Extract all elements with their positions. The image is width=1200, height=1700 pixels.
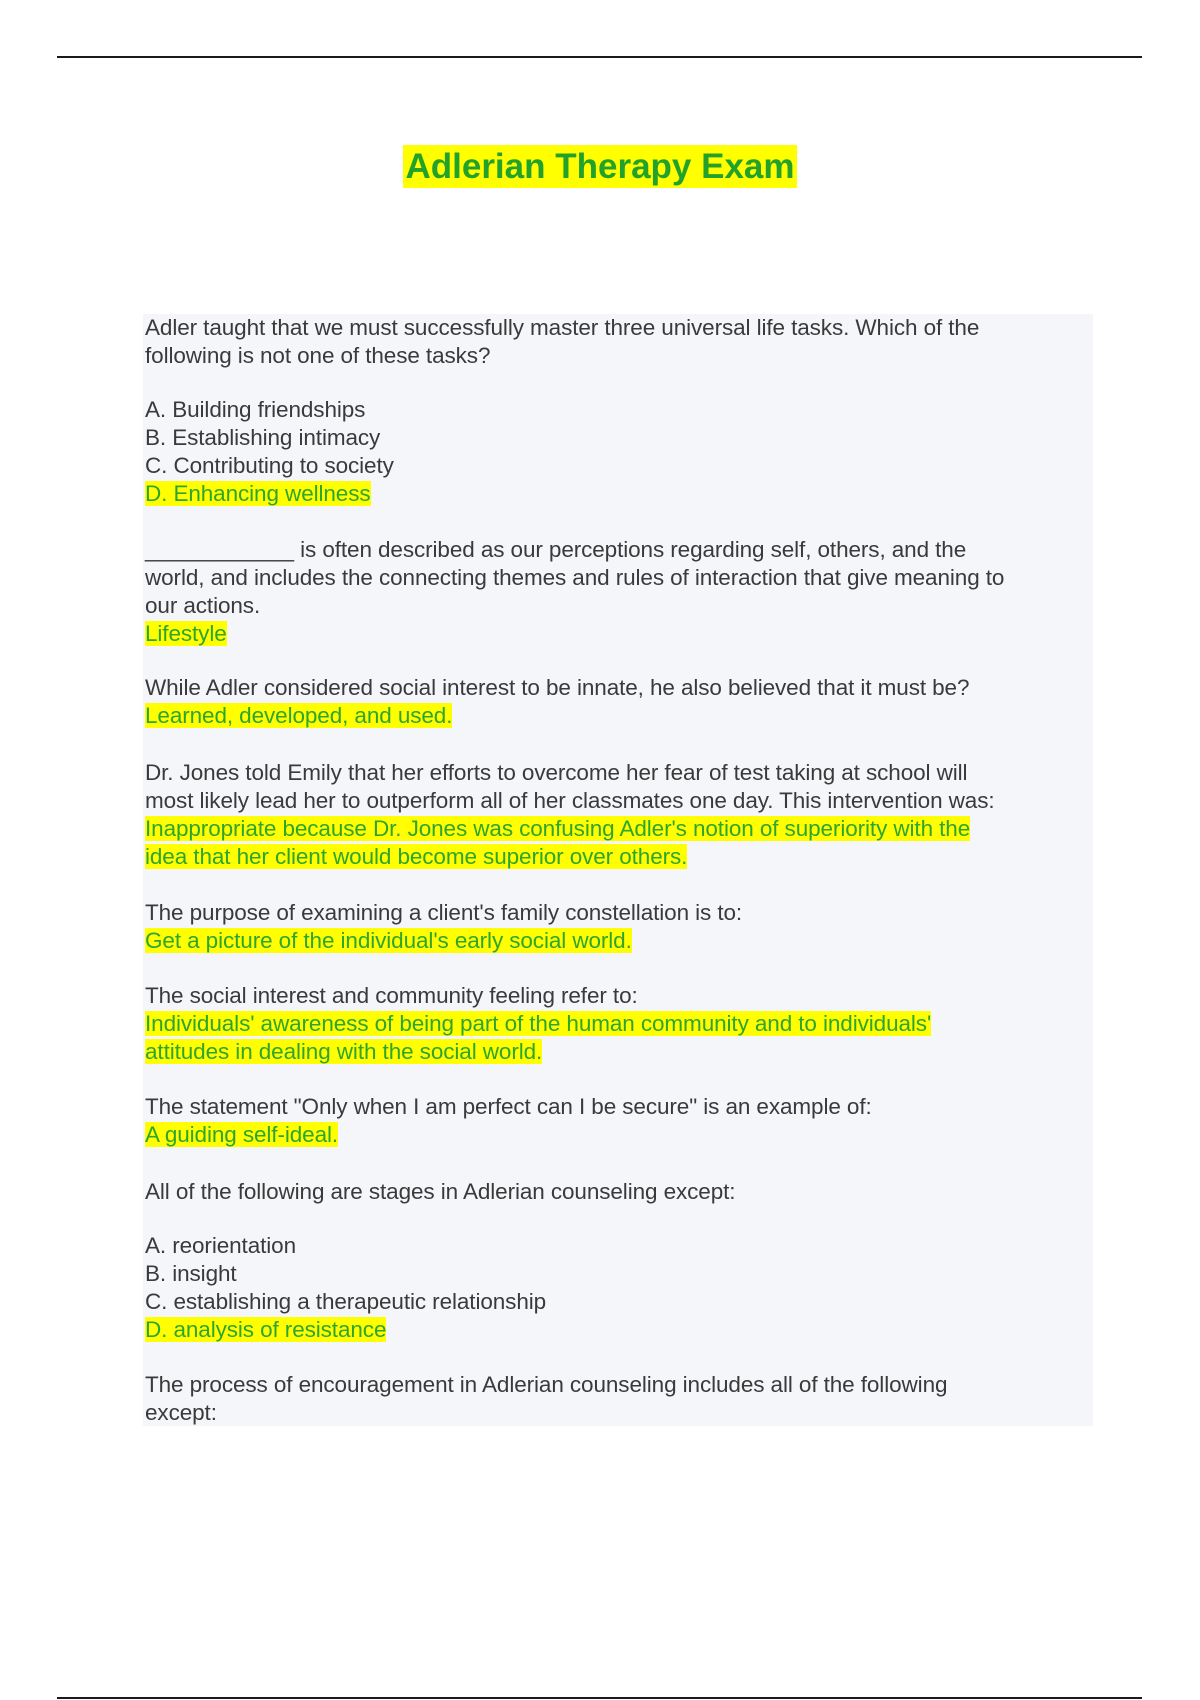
question-prompt-line: The purpose of examining a client's family constellation is to: [145, 900, 743, 925]
correct-answer-line [145, 815, 1090, 843]
question-prompt-line: Dr. Jones told Emily that her efforts to overcome her fear of test taking at school will [145, 760, 968, 785]
question-5 [145, 899, 1090, 955]
correct-answer-highlight: Inappropriate because Dr. Jones was confusing Adler's notion of superiority with the [145, 816, 971, 841]
correct-answer-highlight: Individuals' awareness of being part of the human community and to individuals' [145, 1011, 932, 1036]
question-8-options [145, 1232, 1090, 1344]
question-3 [145, 674, 1090, 730]
question-prompt-line: Adler taught that we must successfully master three universal life tasks. Which of the [145, 315, 980, 340]
answer-option: C. Contributing to society [145, 453, 394, 478]
correct-answer-highlight: idea that her client would become superior over others. [145, 844, 688, 869]
correct-answer-highlight: Learned, developed, and used. [145, 703, 453, 728]
correct-answer-line [145, 480, 1090, 508]
question-1-options [145, 396, 1090, 508]
answer-option: C. establishing a therapeutic relationship [145, 1289, 547, 1314]
answer-option: B. Establishing intimacy [145, 425, 381, 450]
question-1 [145, 314, 1090, 370]
question-prompt-line: The social interest and community feeling refer to: [145, 983, 638, 1008]
correct-answer-line [145, 843, 1090, 871]
answer-option: A. reorientation [145, 1233, 296, 1258]
title-container [0, 145, 1200, 188]
question-prompt-line: our actions. [145, 593, 261, 618]
correct-answer-line [145, 927, 1090, 955]
question-prompt-line: except: [145, 1400, 217, 1425]
correct-answer-line [145, 702, 1090, 730]
question-prompt-line: following is not one of these tasks? [145, 343, 491, 368]
correct-answer-line [145, 1010, 1090, 1038]
header-rule [57, 56, 1142, 58]
question-2 [145, 536, 1090, 648]
answer-option: B. insight [145, 1261, 237, 1286]
question-prompt-line: most likely lead her to outperform all of her classmates one day. This intervention was: [145, 788, 995, 813]
question-prompt-line: The process of encouragement in Adlerian counseling includes all of the following [145, 1372, 948, 1397]
question-7 [145, 1093, 1090, 1149]
question-prompt-line: ____________ is often described as our perceptions regarding self, others, and the [145, 537, 967, 562]
question-prompt-line: All of the following are stages in Adlerian counseling except: [145, 1179, 736, 1204]
footer-rule [57, 1697, 1142, 1699]
correct-answer-line [145, 1121, 1090, 1149]
question-prompt-line: The statement "Only when I am perfect can I be secure" is an example of: [145, 1094, 872, 1119]
question-6 [145, 982, 1090, 1066]
question-prompt-line: While Adler considered social interest to be innate, he also believed that it must be? [145, 675, 970, 700]
question-9 [145, 1371, 1090, 1427]
correct-answer-line [145, 1038, 1090, 1066]
correct-answer-highlight: Lifestyle [145, 621, 227, 646]
correct-answer-line [145, 620, 1090, 648]
exam-content [143, 314, 1093, 1426]
correct-answer-highlight: D. analysis of resistance [145, 1317, 387, 1342]
correct-answer-highlight: attitudes in dealing with the social world. [145, 1039, 543, 1064]
correct-answer-highlight: A guiding self-ideal. [145, 1122, 339, 1147]
correct-answer-highlight: Get a picture of the individual's early social world. [145, 928, 632, 953]
page-title: Adlerian Therapy Exam [405, 147, 795, 186]
question-4 [145, 759, 1090, 871]
answer-option: A. Building friendships [145, 397, 366, 422]
correct-answer-highlight: D. Enhancing wellness [145, 481, 371, 506]
question-prompt-line: world, and includes the connecting themes and rules of interaction that give meaning to [145, 565, 1005, 590]
correct-answer-line [145, 1316, 1090, 1344]
question-8 [145, 1178, 1090, 1206]
